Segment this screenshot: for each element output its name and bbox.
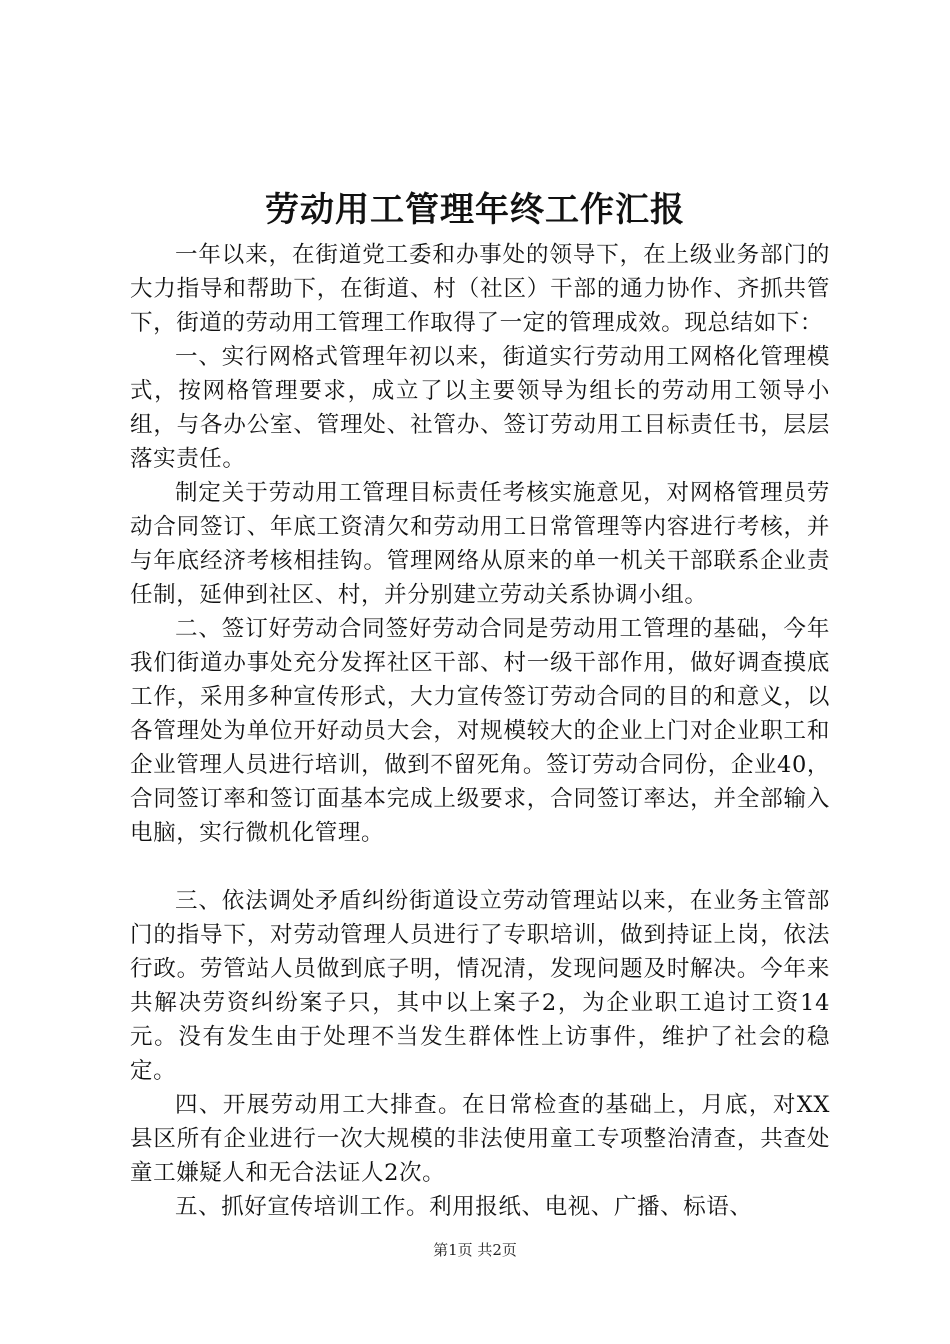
document-title: 劳动用工管理年终工作汇报 (265, 190, 685, 230)
paragraph-section-4: 四、开展劳动用工大排查。在日常检查的基础上，月底，对XX县区所有企业进行一次大规模的非法使用童工专项整治清查，共查处童工嫌疑人和无合法证人2次。 (130, 1092, 830, 1186)
document-body (130, 238, 830, 1224)
paragraph-section-1: 一、实行网格式管理年初以来，街道实行劳动用工网格化管理模式，按网格管理要求，成立了以主要领导为组长的劳动用工领导小组，与各办公室、管理处、社管办、签订劳动用工目标责任书，层层落实责任。 (130, 344, 830, 472)
paragraph-section-1-detail: 制定关于劳动用工管理目标责任考核实施意见，对网格管理员劳动合同签订、年底工资清欠和劳动用工日常管理等内容进行考核，并与年底经济考核相挂钩。管理网络从原来的单一机关干部联系企业责任制，延伸到社区、村，并分别建立劳动关系协调小组。 (130, 480, 830, 608)
paragraph-section-2: 二、签订好劳动合同签好劳动合同是劳动用工管理的基础，今年我们街道办事处充分发挥社区干部、村一级干部作用，做好调查摸底工作，采用多种宣传形式，大力宣传签订劳动合同的目的和意义，以各管理处为单位开好动员大会，对规模较大的企业上门对企业职工和企业管理人员进行培训，做到不留死角。签订劳动合同份，企业40，合同签订率和签订面基本完成上级要求，合同签订率达，并全部输入电脑，实行微机化管理。 (130, 616, 830, 846)
page-footer: 第1页 共2页 (433, 1241, 517, 1259)
paragraph-section-5: 五、抓好宣传培训工作。利用报纸、电视、广播、标语、 (175, 1194, 753, 1220)
paragraph-intro: 一年以来，在街道党工委和办事处的领导下，在上级业务部门的大力指导和帮助下，在街道、村（社区）干部的通力协作、齐抓共管下，街道的劳动用工管理工作取得了一定的管理成效。现总结如下： (130, 242, 830, 336)
paragraph-section-3: 三、依法调处矛盾纠纷街道设立劳动管理站以来，在业务主管部门的指导下，对劳动管理人员进行了专职培训，做到持证上岗，依法行政。劳管站人员做到底子明，情况清，发现问题及时解决。今年来共解决劳资纠纷案子只，其中以上案子2，为企业职工追讨工资14元。没有发生由于处理不当发生群体性上访事件，维护了社会的稳定。 (130, 888, 830, 1084)
